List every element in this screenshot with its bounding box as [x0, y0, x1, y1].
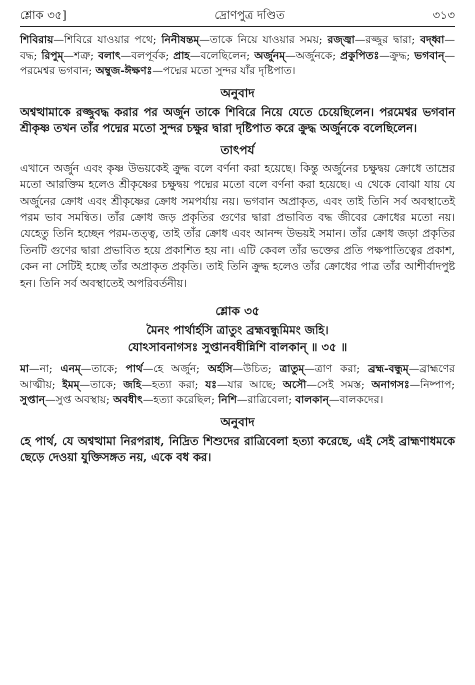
wfw-word: অসৌ [282, 378, 307, 391]
wfw-meaning: বদ্ধ [20, 49, 34, 62]
sanskrit-verse [20, 322, 455, 356]
word-for-word-top: শিবিরায়—শিবিরে যাওয়ার পথে; নিনীষন্তম্—তাকে নিয়ে যাওয়ার সময়; রজ্জ্বা—রজ্জুর দ্বারা; বদ্ধ্বা—বদ্ধ; রিপুম্—শত্রু; বলাৎ—বলপূর্বক; প্রাহ—বলেছিলেন; অর্জুনম্—অর্জুনকে; প্রকুপিতঃ—ক্রুদ্ধ; ভগবান্—পরমেশ্বর ভগবান; অম্বুজ-ঈক্ষণঃ—পদ্মের মতো সুন্দর যাঁর দৃষ্টিপাত। [20, 34, 456, 78]
wfw-word: ভগবান্ [414, 49, 445, 62]
wfw-meaning: সুপ্ত অবস্থায় [55, 394, 107, 407]
translation-2: হে পার্থ, যে অশ্বত্থামা নিরপরাধ, নিদ্রিত শিশুদের রাত্রিবেলা হত্যা করেছে, এই সেই ব্রাহ্মণাধমকে ছেড়ে দেওয়া যুক্তিসঙ্গত নয়, একে বধ কর। [20, 433, 455, 465]
wfw-meaning: বলেছিলেন [200, 49, 247, 62]
wfw-word: অম্বুজ-ঈক্ষণঃ [95, 65, 153, 78]
wfw-word: অর্হসি [207, 363, 233, 376]
wfw-meaning: রাত্রিবেলা [247, 394, 289, 407]
wfw-meaning: শিবিরে যাওয়ার পথে [63, 34, 153, 46]
translation-heading-2: অনুবাদ [220, 414, 255, 429]
wfw-meaning: বলপূর্বক [131, 49, 166, 62]
wfw-word: এনম্ [60, 363, 81, 376]
wfw-meaning: বালকদের। [339, 394, 384, 407]
wfw-word: জহি [123, 378, 142, 391]
wfw-meaning: ক্রুদ্ধ [389, 49, 407, 62]
running-header [20, 8, 455, 23]
wfw-word: ব্রহ্ম-বন্ধুম্ [367, 363, 409, 376]
wfw-meaning: হে অর্জুন [153, 363, 197, 376]
word-for-word-verse: মা—না; এনম্—তাকে; পার্থ—হে অর্জুন; অর্হসি—উচিত; ত্রাতুম্—ত্রাণ করা; ব্রহ্ম-বন্ধুম্—ব্রাহ্মণের আত্মীয়; ইমম্—তাকে; জহি—হত্যা করা; যঃ—যার আছে; অসৌ—সেই সমস্ত; অনাগসঃ—নিষ্পাপ; সুপ্তান্—সুপ্ত অবস্থায়; অবধীৎ—হত্যা করেছিল; নিশি—রাত্রিবেলা; বালকান্—বালকদের। [20, 363, 455, 407]
wfw-word: প্রাহ [173, 49, 190, 62]
wfw-meaning: হত্যা করা [151, 378, 195, 391]
wfw-word: বলাৎ [98, 49, 121, 62]
wfw-word: অর্জুনম্ [254, 49, 286, 62]
purport-heading: তাৎপর্য [220, 142, 255, 157]
wfw-meaning: যার আছে [227, 378, 273, 391]
wfw-word: যঃ [205, 378, 217, 391]
header-page-number: ৩১৩ [432, 8, 455, 22]
wfw-word: সুপ্তান্ [20, 394, 46, 407]
wfw-meaning: অর্জুনকে [295, 49, 333, 62]
wfw-word: প্রকুপিতঃ [340, 49, 380, 62]
wfw-word: বদ্ধ্বা [420, 34, 445, 46]
translation-1: অশ্বত্থামাকে রজ্জুবদ্ধ করার পর অর্জুন তাকে শিবিরে নিয়ে যেতে চেয়েছিলেন। পরমেশ্বর ভগবান শ্রীকৃষ্ণ তখন তাঁর পদ্মের মতো সুন্দর চক্ষুর দ্বারা দৃষ্টিপাত করে ক্রুদ্ধ অর্জুনকে বলেছিলেন। [20, 104, 455, 136]
wfw-meaning: সেই সমস্ত [316, 378, 362, 391]
wfw-meaning: উচিত [243, 363, 269, 376]
wfw-meaning: পদ্মের মতো সুন্দর যাঁর দৃষ্টিপাত। [162, 65, 296, 78]
wfw-meaning: তাকে [91, 363, 115, 376]
wfw-meaning: না [39, 363, 49, 376]
wfw-word: অবধীৎ [113, 394, 143, 407]
purport-text: এখানে অর্জুন এবং কৃষ্ণ উভয়কেই ক্রুদ্ধ বলে বর্ণনা করা হয়েছে। কিন্তু অর্জুনের চক্ষুদ্বয় ক্রোধে তাম্রের মতো আরক্তিম হলেও শ্রীকৃষ্ণের চক্ষুদ্বয় পদ্মের মতো বলে বর্ণনা করা হয়েছে। এ থেকে বোঝা যায় যে অর্জুনের ক্রোধ এবং শ্রীকৃষ্ণের ক্রোধ সমপর্যায় নয়। ভগবান অপ্রাকৃত, এবং তাই তিনি সর্ব অবস্থাতেই পরম ভাব সমন্বিত। তাঁর ক্রোধ জড় প্রকৃতির গুণের দ্বারা প্রভাবিত বদ্ধ জীবের ক্রোধের মতো নয়। যেহেতু তিনি হচ্ছেন পরম-তত্ত্ব, তাই তাঁর ক্রোধ এবং আনন্দ উভয়ই সমান। তাঁর ক্রোধ জড়া প্রকৃতির তিনটি গুণের দ্বারা প্রভাবিত হয়ে প্রকাশিত হয় না। এটি কেবল তাঁর ভক্তের প্রতি পক্ষপাতিত্বের প্রকাশ, কেন না সেটিই হচ্ছে তাঁর অপ্রাকৃত প্রকৃতি। তাই তিনি ক্রুদ্ধ হলেও তাঁর ক্রোধের পাত্র তাঁর আশীর্বাদপুষ্ট হন। তিনি সর্ব অবস্থাতেই অপরিবর্তনীয়। [20, 161, 455, 290]
wfw-word: ত্রাতুম্ [279, 363, 305, 376]
wfw-meaning: পরমেশ্বর ভগবান [20, 65, 89, 78]
wfw-word: রজ্জ্বা [327, 34, 355, 46]
wfw-word: নিশি [218, 394, 237, 407]
wfw-word: পার্থ [125, 363, 143, 376]
wfw-meaning: হত্যা করেছিল [153, 394, 212, 407]
translation-heading-1: অনুবাদ [220, 85, 255, 100]
wfw-meaning: ব্রাহ্মণের আত্মীয় [20, 363, 455, 391]
wfw-word: বালকান্ [295, 394, 329, 407]
wfw-meaning: শত্রু [74, 49, 91, 62]
wfw-word: নিনীষন্তম্ [161, 34, 200, 46]
wfw-meaning: রজ্জুর দ্বারা [365, 34, 412, 46]
header-rule [20, 26, 455, 27]
header-verse-ref: শ্লোক ৩৫] [20, 8, 67, 22]
header-chapter-title: দ্রোণপুত্র দণ্ডিত [214, 8, 285, 22]
wfw-word: অনাগসঃ [371, 378, 410, 391]
wfw-word: ইমম্ [62, 378, 80, 391]
verse-line-1: মৈনং পার্থার্হসি ত্রাতুং ব্রহ্মবন্ধুমিমং জহি। [146, 323, 329, 338]
verse-line-2: যোঽসাবনাগসঃ সুপ্তানবধীন্নিশি বালকান্ ॥ ৩৫ ॥ [127, 340, 348, 355]
wfw-word: রিপুম্ [41, 49, 64, 62]
wfw-meaning: তাকে নিয়ে যাওয়ার সময় [209, 34, 319, 46]
verse-number: শ্লোক ৩৫ [215, 304, 260, 319]
wfw-word: মা [20, 363, 29, 376]
wfw-word: শিবিরায় [20, 34, 54, 46]
wfw-meaning: ত্রাণ করা [314, 363, 357, 376]
wfw-meaning: নিষ্পাপ [420, 378, 452, 391]
wfw-meaning: তাকে [90, 378, 113, 391]
